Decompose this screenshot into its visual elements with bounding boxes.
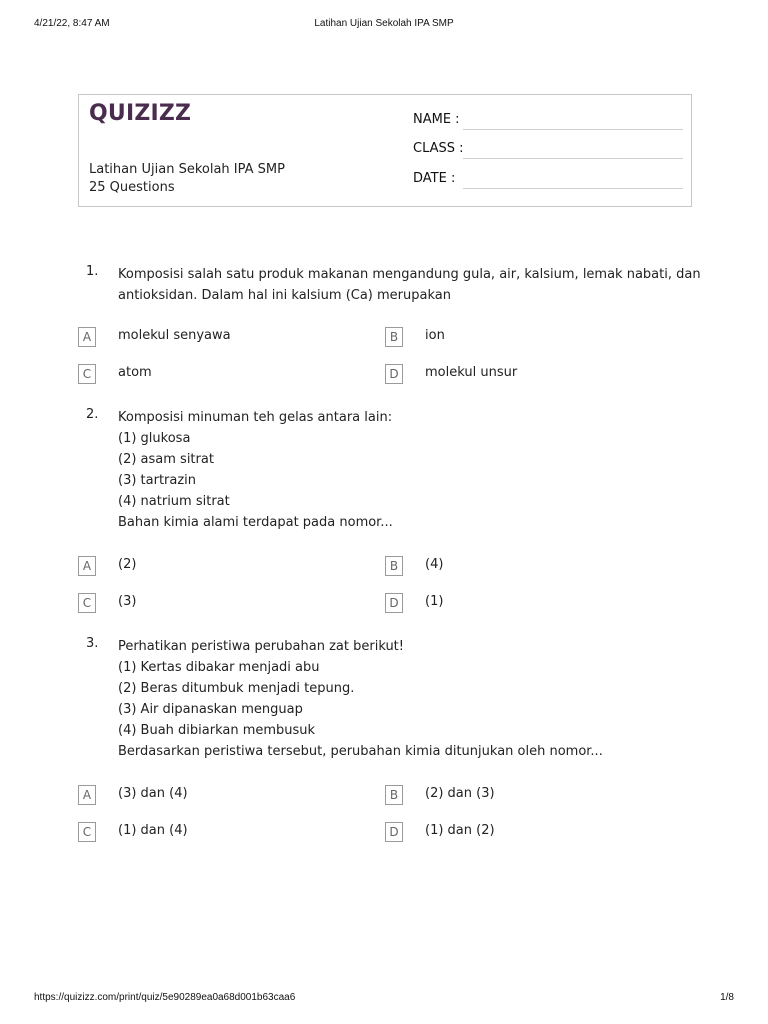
- question-line: Berdasarkan peristiwa tersebut, perubahan kimia ditunjukan oleh nomor...: [118, 744, 603, 759]
- question-line: (4) natrium sitrat: [118, 494, 230, 509]
- option-text: (2): [118, 557, 137, 572]
- class-line: [463, 158, 683, 159]
- option-letter: C: [78, 364, 96, 384]
- option-letter: A: [78, 327, 96, 347]
- question-line: (1) glukosa: [118, 431, 191, 446]
- class-field[interactable]: [413, 141, 683, 161]
- print-url: https://quizizz.com/print/quiz/5e90289ea0a68d001b63caa6: [34, 992, 296, 1003]
- date-line: [463, 188, 683, 189]
- print-footer: [0, 992, 768, 1006]
- option-text: atom: [118, 365, 152, 380]
- question-line: (2) Beras ditumbuk menjadi tepung.: [118, 681, 355, 696]
- q1-option-d[interactable]: [385, 364, 665, 386]
- class-label: CLASS :: [413, 141, 464, 156]
- quiz-title: Latihan Ujian Sekolah IPA SMP: [89, 162, 285, 177]
- q1-option-c[interactable]: [78, 364, 358, 386]
- q3-option-a[interactable]: [78, 785, 358, 807]
- option-letter: C: [78, 593, 96, 613]
- print-header: [0, 18, 768, 32]
- question-line: (3) Air dipanaskan menguap: [118, 702, 303, 717]
- page-number: 1/8: [720, 992, 734, 1003]
- q1-option-a[interactable]: [78, 327, 358, 349]
- option-text: molekul senyawa: [118, 328, 231, 343]
- question-line: Komposisi salah satu produk makanan mengandung gula, air, kalsium, lemak nabati, dan: [118, 267, 701, 282]
- name-line: [463, 129, 683, 130]
- q3-option-c[interactable]: [78, 822, 358, 844]
- option-letter: A: [78, 556, 96, 576]
- question-number: 3.: [86, 636, 99, 651]
- question-number: 1.: [86, 264, 99, 279]
- quiz-header-box: [78, 94, 692, 207]
- question-line: Bahan kimia alami terdapat pada nomor...: [118, 515, 393, 530]
- date-field[interactable]: [413, 171, 683, 191]
- q2-option-a[interactable]: [78, 556, 358, 578]
- q2-option-c[interactable]: [78, 593, 358, 615]
- q1-option-b[interactable]: [385, 327, 665, 349]
- option-letter: A: [78, 785, 96, 805]
- option-letter: D: [385, 822, 403, 842]
- question-text: [118, 264, 701, 306]
- print-datetime: 4/21/22, 8:47 AM: [34, 18, 110, 29]
- option-text: (1): [425, 594, 444, 609]
- name-label: NAME :: [413, 112, 460, 127]
- q2-option-d[interactable]: [385, 593, 665, 615]
- name-field[interactable]: [413, 112, 683, 132]
- option-letter: D: [385, 593, 403, 613]
- question-line: (4) Buah dibiarkan membusuk: [118, 723, 316, 738]
- option-text: (4): [425, 557, 444, 572]
- question-line: Komposisi minuman teh gelas antara lain:: [118, 410, 393, 425]
- question-line: antioksidan. Dalam hal ini kalsium (Ca) merupakan: [118, 288, 451, 303]
- date-label: DATE :: [413, 171, 456, 186]
- question-line: (3) tartrazin: [118, 473, 197, 488]
- option-letter: B: [385, 556, 403, 576]
- option-text: (3): [118, 594, 137, 609]
- option-text: molekul unsur: [425, 365, 518, 380]
- option-text: (3) dan (4): [118, 786, 188, 801]
- option-letter: B: [385, 327, 403, 347]
- option-text: (1) dan (4): [118, 823, 188, 838]
- q3-option-d[interactable]: [385, 822, 665, 844]
- option-text: (2) dan (3): [425, 786, 495, 801]
- question-text: [118, 407, 698, 533]
- question-count: 25 Questions: [89, 180, 175, 195]
- option-letter: B: [385, 785, 403, 805]
- question-text: [118, 636, 698, 762]
- quizizz-logo: QUIZIZZ: [89, 101, 192, 126]
- question-line: (1) Kertas dibakar menjadi abu: [118, 660, 320, 675]
- q2-option-b[interactable]: [385, 556, 665, 578]
- option-letter: C: [78, 822, 96, 842]
- option-text: ion: [425, 328, 445, 343]
- print-title: Latihan Ujian Sekolah IPA SMP: [314, 18, 454, 29]
- q3-option-b[interactable]: [385, 785, 665, 807]
- option-letter: D: [385, 364, 403, 384]
- question-line: (2) asam sitrat: [118, 452, 214, 467]
- question-line: Perhatikan peristiwa perubahan zat berikut!: [118, 639, 404, 654]
- option-text: (1) dan (2): [425, 823, 495, 838]
- question-number: 2.: [86, 407, 99, 422]
